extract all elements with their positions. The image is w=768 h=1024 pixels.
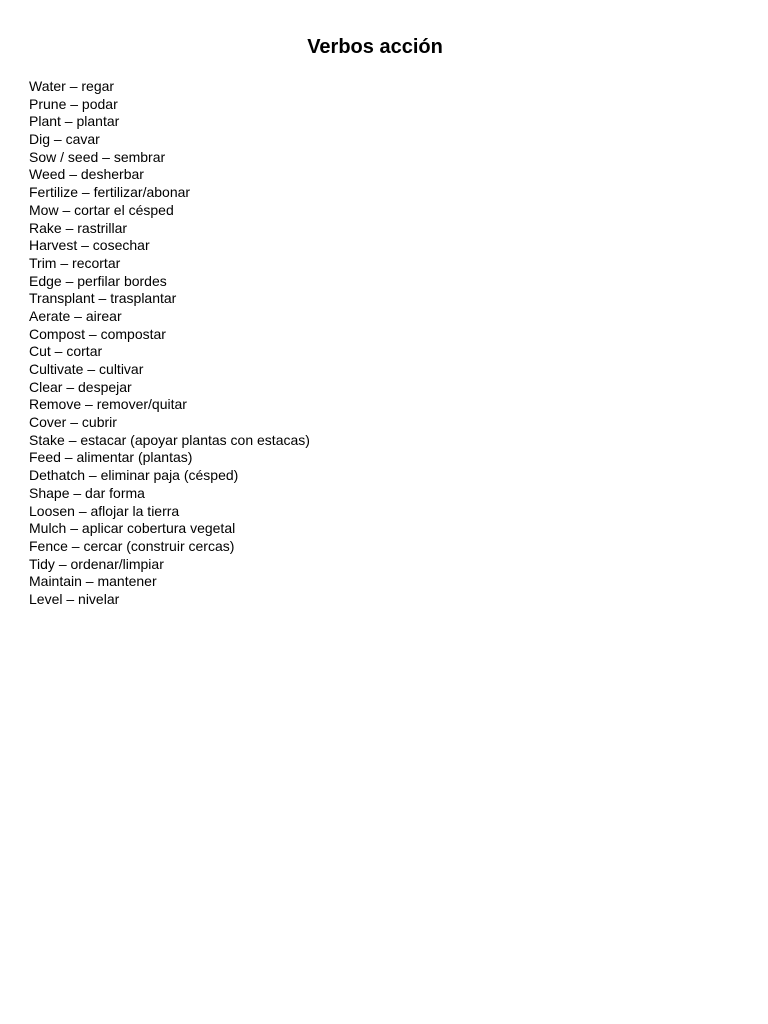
list-item: Fence – cercar (construir cercas) [29, 537, 235, 554]
list-item: Mow – cortar el césped [29, 201, 174, 218]
list-item: Loosen – aflojar la tierra [29, 502, 180, 519]
list-item: Cultivate – cultivar [29, 361, 144, 377]
list-item: Fertilize – fertilizar/abonar [29, 184, 191, 201]
list-item: Sow / seed – sembrar [29, 148, 166, 165]
list-item: Weed – desherbar [29, 166, 144, 183]
page-title: Verbos acción [307, 36, 443, 58]
list-item: Edge – perfilar bordes [29, 272, 167, 289]
list-item: Maintain – mantener [29, 573, 157, 590]
list-item: Dig – cavar [29, 131, 100, 148]
vocabulary-list [29, 78, 310, 609]
list-item: Harvest – cosechar [29, 237, 150, 254]
list-item: Mulch – aplicar cobertura vegetal [29, 520, 236, 537]
list-item: Rake – rastrillar [29, 219, 128, 236]
list-item: Aerate – airear [29, 307, 122, 324]
list-item: Stake – estacar (apoyar plantas con estacas) [29, 431, 310, 448]
list-item: Transplant – trasplantar [29, 290, 177, 307]
list-item: Tidy – ordenar/limpiar [29, 555, 164, 572]
list-item: Feed – alimentar (plantas) [29, 449, 193, 466]
list-item: Prune – podar [29, 95, 118, 112]
list-item: Cover – cubrir [29, 414, 117, 431]
list-item: Cut – cortar [29, 343, 103, 360]
list-item: Remove – remover/quitar [29, 396, 187, 413]
list-item: Water – regar [29, 78, 115, 94]
list-item: Level – nivelar [29, 590, 120, 607]
list-item: Trim – recortar [29, 254, 121, 271]
list-item: Clear – despejar [29, 378, 132, 395]
list-item: Dethatch – eliminar paja (césped) [29, 467, 239, 484]
list-item: Compost – compostar [29, 325, 166, 342]
list-item: Shape – dar forma [29, 484, 145, 501]
list-item: Plant – plantar [29, 113, 120, 130]
